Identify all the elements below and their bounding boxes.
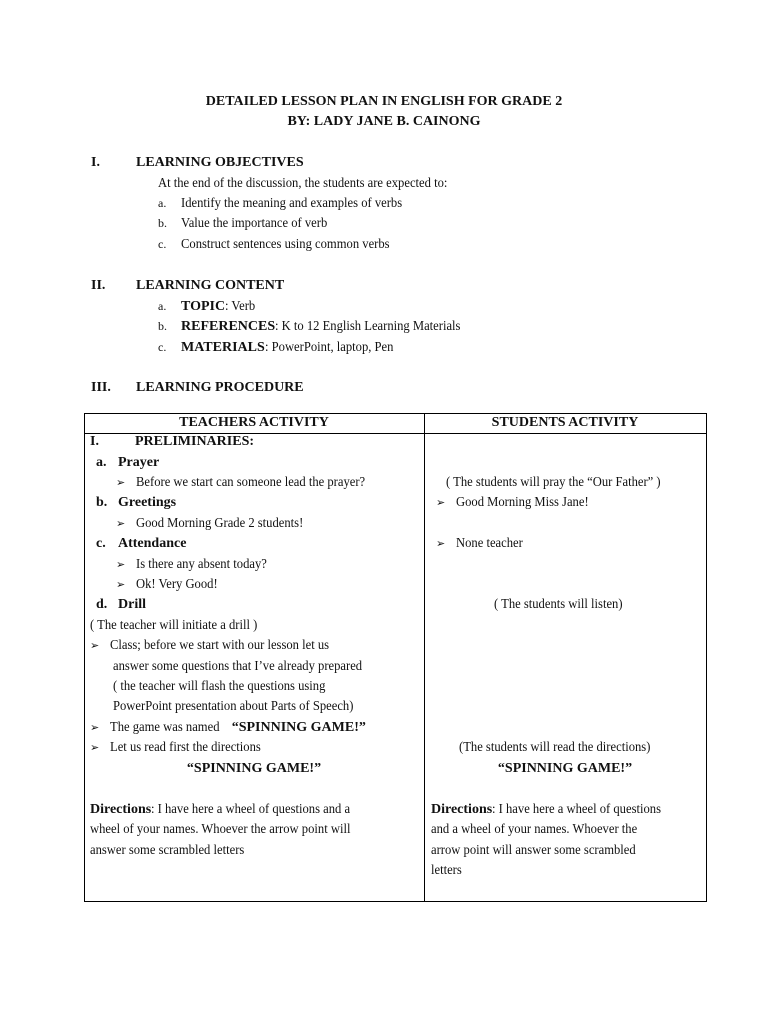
- section2-heading: LEARNING CONTENT: [136, 278, 285, 293]
- drill-note: ( The teacher will initiate a drill ): [90, 618, 258, 633]
- directions-right: Directions: I have here a wheel of questions: [431, 802, 662, 817]
- directions-right-line: arrow point will answer some scrambled: [431, 843, 636, 858]
- prayer-student-response: ( The students will pray the “Our Father” ): [445, 475, 661, 490]
- directions-left: Directions: I have here a wheel of questions and a: [90, 802, 351, 817]
- greetings-item: ➢ Good Morning Grade 2 students!: [116, 516, 304, 531]
- arrow-bullet-icon: ➢: [90, 639, 100, 652]
- objective-item: c. Construct sentences using common verbs: [158, 237, 390, 252]
- section1-intro: At the end of the discussion, the students are expected to:: [158, 176, 448, 191]
- objective-item: a. Identify the meaning and examples of verbs: [158, 196, 403, 211]
- prelim-numeral: I.: [90, 434, 99, 449]
- drill-line: ( the teacher will flash the questions using: [113, 679, 326, 694]
- section3-numeral: III.: [91, 380, 111, 395]
- arrow-bullet-icon: ➢: [436, 496, 446, 509]
- document-author: BY: LADY JANE B. CAINONG: [287, 114, 481, 129]
- arrow-bullet-icon: ➢: [436, 537, 446, 550]
- section1-heading: LEARNING OBJECTIVES: [136, 155, 304, 170]
- drill-line: answer some questions that I’ve already prepared: [113, 659, 363, 674]
- greetings-heading: b. Greetings: [96, 495, 177, 510]
- game-name-item: ➢ The game was named“SPINNING GAME!”: [90, 720, 366, 735]
- table-border-left: [84, 413, 85, 902]
- attendance-heading: c. Attendance: [96, 536, 187, 551]
- directions-left-line: wheel of your names. Whoever the arrow point will: [90, 822, 351, 837]
- read-directions-item: ➢ Let us read first the directions: [90, 740, 261, 755]
- directions-left-line: answer some scrambled letters: [90, 843, 245, 858]
- arrow-bullet-icon: ➢: [116, 476, 126, 489]
- drill-item: ➢ Class; before we start with our lesson let us: [90, 638, 330, 653]
- drill-student-response: ( The students will listen): [493, 597, 623, 612]
- attendance-item: ➢ Is there any absent today?: [116, 557, 267, 572]
- greetings-student-response: ➢ Good Morning Miss Jane!: [436, 495, 589, 510]
- drill-line: PowerPoint presentation about Parts of Speech): [113, 699, 354, 714]
- arrow-bullet-icon: ➢: [116, 578, 126, 591]
- drill-heading: d. Drill: [96, 597, 146, 612]
- game-title-left: “SPINNING GAME!”: [186, 761, 322, 776]
- arrow-bullet-icon: ➢: [90, 721, 100, 734]
- header-teachers-activity: TEACHERS ACTIVITY: [179, 415, 329, 430]
- attendance-item: ➢ Ok! Very Good!: [116, 577, 218, 592]
- table-border-right: [706, 413, 707, 902]
- attendance-student-response: ➢ None teacher: [436, 536, 523, 551]
- section3-heading: LEARNING PROCEDURE: [136, 380, 304, 395]
- arrow-bullet-icon: ➢: [116, 558, 126, 571]
- prayer-item: ➢ Before we start can someone lead the prayer?: [116, 475, 366, 490]
- section2-numeral: II.: [91, 278, 106, 293]
- document-title: DETAILED LESSON PLAN IN ENGLISH FOR GRADE 2: [205, 94, 563, 109]
- objective-item: b. Value the importance of verb: [158, 216, 328, 231]
- content-item: a. TOPIC: Verb: [158, 299, 256, 314]
- content-item: c. MATERIALS: PowerPoint, laptop, Pen: [158, 340, 394, 355]
- table-border-top: [84, 413, 707, 414]
- game-title-right: “SPINNING GAME!”: [497, 761, 633, 776]
- prayer-heading: a. Prayer: [96, 455, 160, 470]
- arrow-bullet-icon: ➢: [90, 741, 100, 754]
- arrow-bullet-icon: ➢: [116, 517, 126, 530]
- table-border-bottom: [84, 901, 707, 902]
- header-students-activity: STUDENTS ACTIVITY: [491, 415, 639, 430]
- section1-numeral: I.: [91, 155, 100, 170]
- read-directions-student-response: (The students will read the directions): [458, 740, 651, 755]
- directions-right-line: letters: [431, 863, 462, 878]
- prelim-heading: PRELIMINARIES:: [135, 434, 255, 449]
- content-item: b. REFERENCES: K to 12 English Learning Materials: [158, 319, 461, 334]
- directions-right-line: and a wheel of your names. Whoever the: [431, 822, 638, 837]
